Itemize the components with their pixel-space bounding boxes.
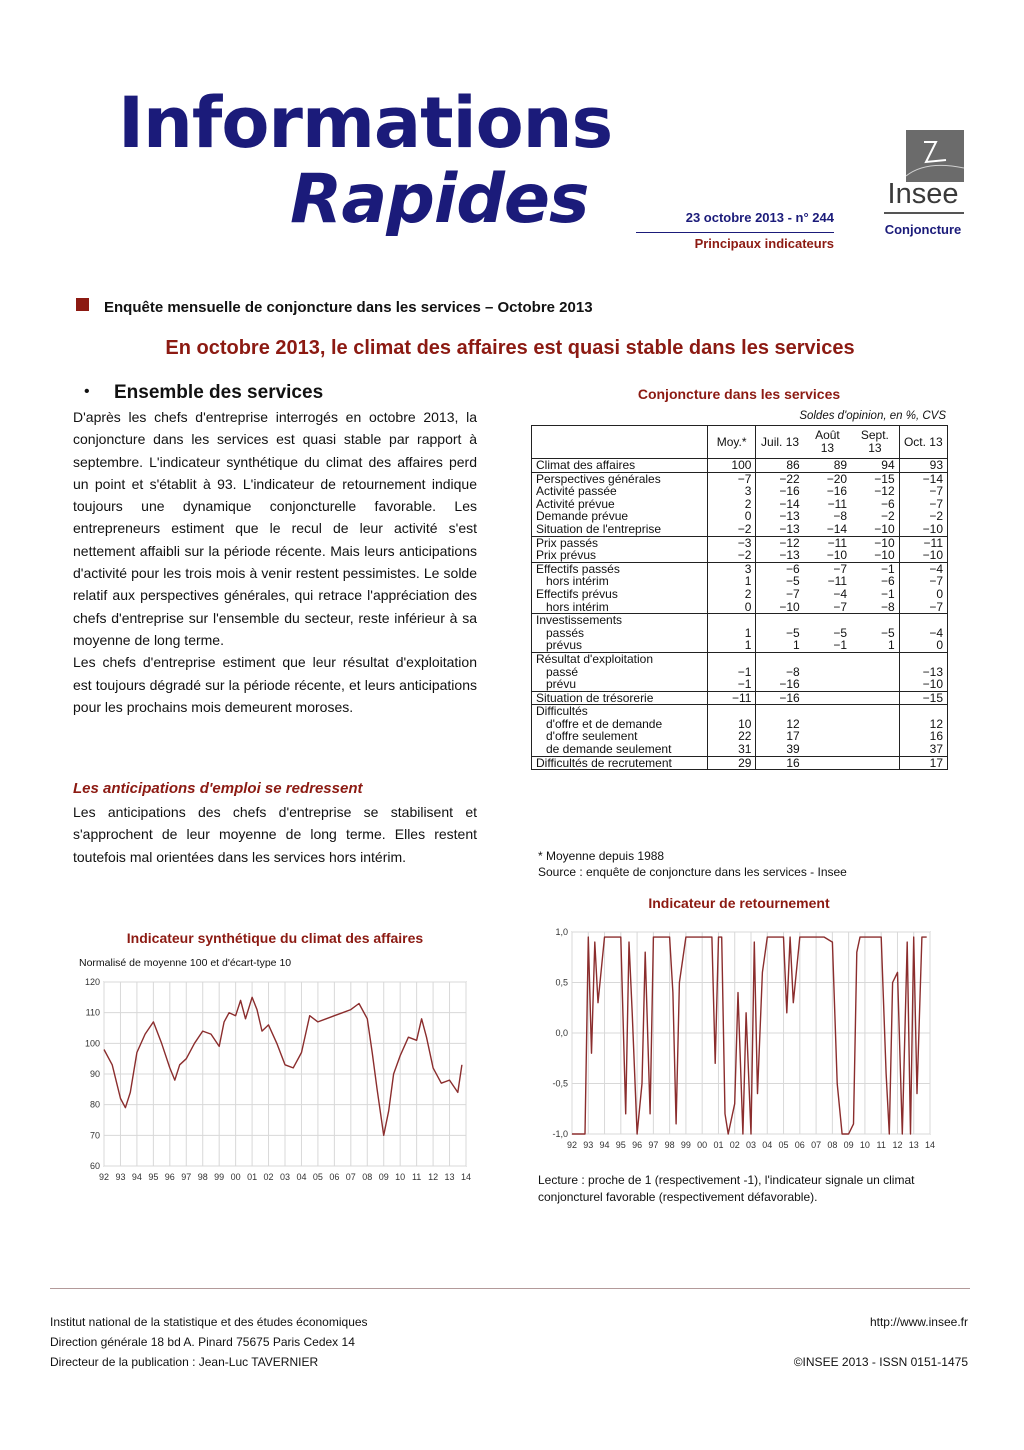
x-tick-label: 98 <box>664 1140 675 1150</box>
chart-climat-subtitle: Normalisé de moyenne 100 et d'écart-type 10 <box>79 957 292 969</box>
x-tick-label: 06 <box>329 1172 340 1182</box>
table-cell <box>851 691 899 705</box>
sub-heading: Les anticipations d'emploi se redressent <box>73 780 363 797</box>
table-cell: −10 <box>826 548 848 563</box>
x-tick-label: 06 <box>794 1140 805 1150</box>
table-cell: −7 <box>833 599 848 614</box>
table-cell: −1 <box>833 638 848 653</box>
indicator-table <box>531 425 948 770</box>
table-cell: 16 <box>756 756 804 770</box>
row-label: de demande seulement <box>546 742 672 757</box>
y-tick-label: 110 <box>85 1007 100 1018</box>
table-cell: 16 <box>899 730 947 743</box>
table-cell: −13 <box>756 549 804 562</box>
table-cell: −13 <box>756 523 804 536</box>
table-cell: 0 <box>899 639 947 652</box>
table-cell: −7 <box>899 485 947 498</box>
table-cell: 2 <box>707 498 756 511</box>
x-tick-label: 92 <box>566 1140 578 1150</box>
x-tick-label: 09 <box>843 1140 854 1150</box>
row-label: hors intérim <box>546 599 609 614</box>
table-cell: 1 <box>707 639 756 652</box>
logo-subtitle: Conjoncture <box>884 222 962 237</box>
paragraph: D'après les chefs d'entreprise interrogés en octobre 2013, la conjoncture dans les services est quasi stable par rapport à septembre. L'indicateur synthétique du climat des affaires perd un point et s'établit à 93. L'indicateur de retournement indique toujours une dynamique conjoncturelle favorable. Les entrepreneurs estiment que le recul de leur activité s'est nettement affaibli sur la période récente. Mais leurs anticipations d'activité pour les trois mois à venir restent pessimistes. Le solde relatif aux perspectives générales, qui retrace l'appréciation des chefs d'entreprise sur l'ensemble du secteur, reste inférieur à sa moyenne de long terme. <box>73 409 477 648</box>
y-tick-label: 0,0 <box>555 1028 568 1038</box>
table-cell <box>707 614 756 627</box>
x-tick-label: 96 <box>632 1140 643 1150</box>
survey-title: Enquête mensuelle de conjoncture dans les services – Octobre 2013 <box>104 299 593 316</box>
table-cell <box>899 705 947 718</box>
x-tick-label: 98 <box>197 1172 208 1182</box>
x-tick-label: 05 <box>312 1172 323 1182</box>
main-text <box>73 406 477 718</box>
footer-address <box>50 1312 368 1372</box>
x-tick-label: 97 <box>181 1172 192 1182</box>
x-tick-label: 94 <box>131 1172 142 1182</box>
table-cell: 94 <box>881 458 895 472</box>
table-cell <box>851 652 899 665</box>
table-cell: −11 <box>827 496 848 511</box>
table-header-cell: Juil. 13 <box>756 426 804 459</box>
table-cell: 86 <box>756 459 804 473</box>
footer-rule <box>50 1288 970 1289</box>
table-cell: −4 <box>899 627 947 640</box>
table-cell: −11 <box>707 691 756 705</box>
table-cell: −6 <box>880 574 895 589</box>
table-cell: −1 <box>707 666 756 679</box>
table-cell: −4 <box>833 586 848 601</box>
table-cell: −5 <box>756 575 804 588</box>
table-cell: 22 <box>707 730 756 743</box>
table-cell: 37 <box>899 743 947 756</box>
table-cell: 1 <box>707 627 756 640</box>
row-label: Difficultés de recrutement <box>536 755 672 770</box>
row-label: Prix prévus <box>536 548 597 563</box>
table-cell: −3 <box>707 536 756 549</box>
table-cell <box>851 678 899 691</box>
y-tick-label: 80 <box>89 1099 100 1110</box>
x-tick-label: 05 <box>778 1140 789 1150</box>
table-header-cell: Août 13 <box>815 428 840 455</box>
x-tick-label: 03 <box>279 1172 291 1182</box>
y-tick-label: 90 <box>89 1069 100 1079</box>
section-bullet: • <box>84 383 90 400</box>
x-tick-label: 09 <box>378 1172 389 1182</box>
table-row <box>532 549 948 562</box>
chart-retournement-title: Indicateur de retournement <box>648 895 830 911</box>
table-cell: −1 <box>880 586 895 601</box>
table-cell: −2 <box>707 549 756 562</box>
x-tick-label: 04 <box>762 1140 773 1150</box>
x-tick-label: 12 <box>892 1140 903 1150</box>
table-cell: −13 <box>756 510 804 523</box>
table-cell: −11 <box>827 574 848 589</box>
table-cell: −7 <box>833 561 848 576</box>
table-cell: 0 <box>899 588 947 601</box>
table-cell: −8 <box>833 509 848 524</box>
footer-links <box>700 1312 968 1372</box>
x-tick-label: 02 <box>729 1140 740 1150</box>
x-tick-label: 01 <box>247 1172 258 1182</box>
table-cell: 17 <box>756 730 804 743</box>
table-cell: −14 <box>826 521 848 536</box>
x-tick-label: 03 <box>745 1140 757 1150</box>
x-tick-label: 08 <box>362 1172 373 1182</box>
x-tick-label: 00 <box>697 1140 708 1150</box>
table-cell: −2 <box>899 510 947 523</box>
issue-subtitle: Principaux indicateurs <box>694 236 834 251</box>
table-cell <box>756 705 804 718</box>
publication-subtitle: Rapides <box>290 160 589 239</box>
table-cell <box>804 652 851 665</box>
table-cell: 17 <box>899 756 947 770</box>
table-note: * Moyenne depuis 1988 <box>538 849 665 863</box>
table-cell: 1 <box>887 638 895 653</box>
table-row <box>532 588 948 601</box>
table-cell: 12 <box>756 718 804 731</box>
table-cell: −7 <box>899 498 947 511</box>
row-label: hors intérim <box>546 574 609 589</box>
table-cell <box>756 614 804 627</box>
table-cell: 1 <box>756 639 804 652</box>
x-tick-label: 93 <box>115 1172 126 1182</box>
table-header-cell: Moy.* <box>707 426 756 459</box>
table-cell <box>804 614 851 627</box>
x-tick-label: 99 <box>680 1140 691 1150</box>
x-tick-label: 93 <box>583 1140 594 1150</box>
publication-title: Informations <box>118 82 613 164</box>
row-label: d'offre et de demande <box>546 716 663 731</box>
y-tick-label: 70 <box>89 1130 100 1141</box>
x-tick-label: 02 <box>263 1172 274 1182</box>
table-cell <box>707 705 756 718</box>
table-header-corner <box>532 426 708 459</box>
square-bullet-icon <box>76 298 89 311</box>
table-cell <box>804 705 851 718</box>
row-label: Difficultés <box>536 704 588 719</box>
table-row <box>532 691 948 705</box>
table-cell: 31 <box>707 743 756 756</box>
footer-institution: Institut national de la statistique et des études économiques <box>50 1315 368 1329</box>
table-cell: −5 <box>756 627 804 640</box>
x-tick-label: 94 <box>599 1140 610 1150</box>
table-cell <box>851 718 899 731</box>
table-cell: −6 <box>880 496 895 511</box>
table-cell: 29 <box>707 756 756 770</box>
table-title: Conjoncture dans les services <box>637 386 841 402</box>
footer-director: Directeur de la publication : Jean-Luc TAVERNIER <box>50 1355 319 1369</box>
logo-wordmark: Insee <box>887 178 959 210</box>
x-tick-label: 04 <box>296 1172 307 1182</box>
table-cell <box>899 614 947 627</box>
table-cell: 100 <box>707 459 756 473</box>
table-cell <box>851 666 899 679</box>
x-tick-label: 01 <box>713 1140 724 1150</box>
table-row <box>532 705 948 718</box>
table-cell: −2 <box>707 523 756 536</box>
x-tick-label: 11 <box>876 1140 886 1150</box>
table-cell <box>851 614 899 627</box>
header-rule <box>636 232 834 233</box>
x-tick-label: 07 <box>345 1172 356 1182</box>
table-cell: −16 <box>756 485 804 498</box>
table-cell <box>707 652 756 665</box>
table-row <box>532 601 948 614</box>
y-tick-label: 60 <box>89 1161 100 1171</box>
table-cell: −6 <box>756 562 804 575</box>
table-cell: −1 <box>707 678 756 691</box>
table-cell: 10 <box>707 718 756 731</box>
y-tick-label: -1,0 <box>552 1129 568 1139</box>
chart-climat-affaires <box>60 970 490 1190</box>
table-cell: −10 <box>874 548 895 563</box>
headline: En octobre 2013, le climat des affaires est quasi stable dans les services <box>165 337 855 359</box>
row-label: Effectifs prévus <box>536 586 618 601</box>
table-cell: −7 <box>899 601 947 614</box>
table-cell: −11 <box>899 536 947 549</box>
table-cell: −14 <box>756 498 804 511</box>
table-cell: −14 <box>899 472 947 485</box>
table-cell <box>851 730 899 743</box>
row-label: Situation de trésorerie <box>536 690 654 705</box>
table-cell: 12 <box>899 718 947 731</box>
row-label: passés <box>546 625 585 640</box>
table-row <box>532 627 948 640</box>
y-tick-label: -0,5 <box>552 1078 568 1089</box>
row-label: Prix passés <box>536 535 599 550</box>
row-label: Situation de l'entreprise <box>536 521 662 536</box>
x-tick-label: 14 <box>924 1140 936 1150</box>
x-tick-label: 96 <box>164 1172 175 1182</box>
table-row <box>532 639 948 652</box>
table-cell <box>899 652 947 665</box>
table-header-cell: Oct. 13 <box>899 426 947 459</box>
table-cell: −8 <box>880 599 895 614</box>
table-cell <box>804 691 851 705</box>
table-cell: −2 <box>880 509 895 524</box>
row-label: Activité prévue <box>536 496 615 511</box>
x-tick-label: 97 <box>648 1140 659 1150</box>
row-label: Résultat d'exploitation <box>536 651 654 666</box>
table-cell <box>804 730 851 743</box>
table-row <box>532 459 948 473</box>
section-title: Ensemble des services <box>114 382 324 403</box>
table-header-cell: Sept. 13 <box>860 428 889 455</box>
table-cell: −5 <box>833 625 848 640</box>
table-cell: −15 <box>899 691 947 705</box>
issue-date: 23 octobre 2013 - n° 244 <box>685 210 834 225</box>
table-cell: 0 <box>707 510 756 523</box>
table-body <box>532 459 948 770</box>
table-row <box>532 756 948 770</box>
table-cell: −7 <box>707 472 756 485</box>
row-label: d'offre seulement <box>546 729 638 744</box>
row-label: Activité passée <box>536 484 617 499</box>
table-cell: 3 <box>707 485 756 498</box>
table-cell: −10 <box>874 535 895 550</box>
table-cell: −20 <box>826 471 848 486</box>
table-cell: −1 <box>880 561 895 576</box>
row-label: Climat des affaires <box>536 458 636 472</box>
footer-spacer <box>700 1332 968 1352</box>
table-source: Source : enquête de conjoncture dans les services - Insee <box>538 865 847 879</box>
table-cell <box>851 743 899 756</box>
table-cell: −10 <box>899 549 947 562</box>
table-cell <box>804 678 851 691</box>
table-row <box>532 678 948 691</box>
table-row <box>532 743 948 756</box>
table-cell <box>851 756 899 770</box>
x-tick-label: 10 <box>859 1140 870 1150</box>
table-cell: −13 <box>899 666 947 679</box>
chart-reading-note: Lecture : proche de 1 (respectivement -1), l'indicateur signale un climat conjoncturel favorable (respectivement défavorable). <box>538 1173 915 1204</box>
x-tick-label: 07 <box>811 1140 822 1150</box>
x-tick-label: 14 <box>460 1172 472 1182</box>
x-tick-label: 92 <box>98 1172 110 1182</box>
table-cell: −10 <box>756 601 804 614</box>
footer-direction: Direction générale 18 bd A. Pinard 75675 Paris Cedex 14 <box>50 1335 355 1349</box>
table-cell: 89 <box>833 458 848 472</box>
table-cell <box>851 705 899 718</box>
table-cell: −16 <box>756 691 804 705</box>
table-cell: −10 <box>899 678 947 691</box>
table-cell <box>804 666 851 679</box>
chart-retournement <box>530 920 948 1160</box>
row-label: Perspectives générales <box>536 471 661 486</box>
row-label: prévus <box>546 638 583 653</box>
table-cell: 1 <box>707 575 756 588</box>
table-cell: 93 <box>899 459 947 473</box>
table-cell: −10 <box>899 523 947 536</box>
employment-paragraph: Les anticipations des chefs d'entreprise se stabilisent et s'approchent de leur moyenne de long terme. Elles restent toutefois mal orientées dans les services hors intérim. <box>73 804 477 865</box>
x-tick-label: 13 <box>908 1140 919 1150</box>
x-tick-label: 10 <box>395 1172 406 1182</box>
row-label: prévu <box>546 677 577 692</box>
table-cell: −8 <box>756 666 804 679</box>
y-tick-label: 100 <box>84 1038 100 1049</box>
table-cell: −16 <box>826 484 848 499</box>
row-label: Investissements <box>536 613 623 628</box>
table-cell: −16 <box>756 678 804 691</box>
table-cell <box>804 756 851 770</box>
table-cell <box>804 743 851 756</box>
y-tick-label: 1,0 <box>555 927 568 937</box>
table-row <box>532 523 948 536</box>
x-tick-label: 00 <box>230 1172 241 1182</box>
x-tick-label: 13 <box>444 1172 455 1182</box>
table-cell: 3 <box>707 562 756 575</box>
x-tick-label: 95 <box>615 1140 626 1150</box>
table-cell: −15 <box>874 471 895 486</box>
row-label: Effectifs passés <box>536 561 620 576</box>
table-cell: −22 <box>756 472 804 485</box>
table-cell: −4 <box>899 562 947 575</box>
table-cell: −12 <box>756 536 804 549</box>
table-header-row <box>532 426 948 459</box>
table-unit: Soldes d'opinion, en %, CVS <box>799 410 946 422</box>
y-tick-label: 120 <box>84 977 100 987</box>
table-row <box>532 652 948 665</box>
y-tick-label: 0,5 <box>555 977 568 988</box>
logo-divider <box>884 212 964 214</box>
x-tick-label: 95 <box>148 1172 159 1182</box>
table-cell: −10 <box>874 521 895 536</box>
insee-logo-icon <box>906 130 964 182</box>
x-tick-label: 11 <box>411 1172 422 1182</box>
row-label: Demande prévue <box>536 509 629 524</box>
table-row <box>532 614 948 627</box>
chart-climat-title: Indicateur synthétique du climat des affaires <box>126 930 424 946</box>
table-cell <box>756 652 804 665</box>
table-cell <box>804 718 851 731</box>
table-cell: −7 <box>756 588 804 601</box>
x-tick-label: 99 <box>214 1172 225 1182</box>
footer-url[interactable]: http://www.insee.fr <box>869 1315 968 1329</box>
table-cell: 2 <box>707 588 756 601</box>
table-cell: 39 <box>756 743 804 756</box>
table-row <box>532 485 948 498</box>
table-cell: 0 <box>707 601 756 614</box>
paragraph: Les chefs d'entreprise estiment que leur résultat d'exploitation est toujours dégradé sur la période récente, et leurs anticipations pour les prochains mois demeurent moroses. <box>73 654 477 715</box>
table-cell: −5 <box>880 625 895 640</box>
table-cell: −7 <box>899 575 947 588</box>
x-tick-label: 08 <box>827 1140 838 1150</box>
row-label: passé <box>546 664 579 679</box>
footer-copyright: ©INSEE 2013 - ISSN 0151-1475 <box>793 1355 968 1369</box>
table-cell: −12 <box>874 484 895 499</box>
x-tick-label: 12 <box>428 1172 439 1182</box>
table-cell: −11 <box>827 535 848 550</box>
